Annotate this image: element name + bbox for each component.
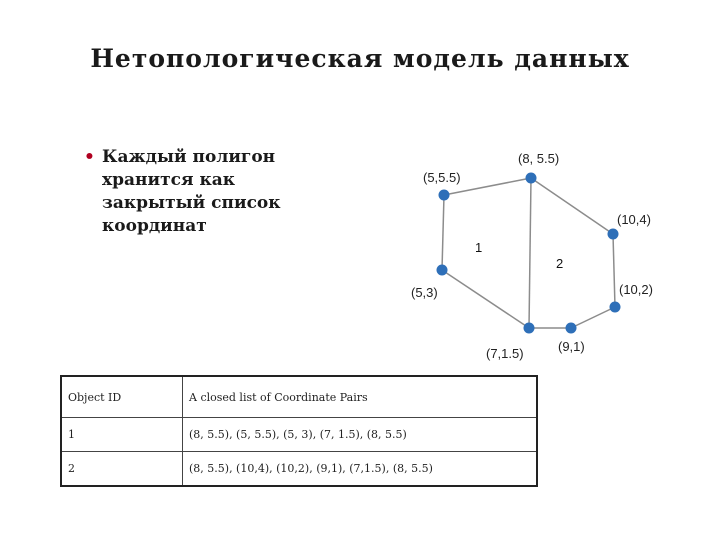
table-cell: (8, 5.5), (5, 5.5), (5, 3), (7, 1.5), (8, 5.5): [183, 418, 538, 452]
column-header: Object ID: [61, 376, 183, 418]
vertex-node: [524, 323, 535, 334]
vertex-node: [610, 302, 621, 313]
vertex-node: [566, 323, 577, 334]
table-header-row: [61, 376, 537, 418]
vertex-node: [608, 229, 619, 240]
vertex-label: (10,4): [617, 212, 651, 227]
vertex-label: (8, 5.5): [518, 151, 560, 166]
page-title: Нетопологическая модель данных: [90, 44, 630, 73]
vertex-label: (9,1): [558, 339, 585, 354]
coordinate-table: [60, 375, 538, 487]
vertex-label: (7,1.5): [486, 346, 524, 361]
edge: [571, 307, 615, 328]
table-cell: 1: [61, 418, 183, 452]
bullet-line: хранится как: [102, 170, 236, 190]
table-row: [61, 452, 537, 487]
edge: [442, 195, 444, 270]
polygon-label: 2: [556, 256, 564, 271]
edge: [531, 178, 613, 234]
vertex-label: (5,3): [411, 285, 438, 300]
vertex-label: (5,5.5): [423, 170, 461, 185]
polygon-labels: [475, 240, 563, 271]
vertex-node: [439, 190, 450, 201]
bullet-line: закрытый список: [102, 193, 281, 213]
vertex-label: (10,2): [619, 282, 653, 297]
edge: [529, 178, 531, 328]
bullet-line: координат: [102, 216, 207, 236]
polygon-label: 1: [475, 240, 483, 255]
edge: [442, 270, 529, 328]
table-row: [61, 418, 537, 452]
bullet-line: Каждый полигон: [102, 147, 276, 167]
vertex-node: [437, 265, 448, 276]
edges: [442, 178, 615, 328]
table-cell: 2: [61, 452, 183, 487]
bullet-dot-icon: •: [84, 147, 95, 167]
edge: [613, 234, 615, 307]
column-header: A closed list of Coordinate Pairs: [183, 376, 538, 418]
table-cell: (8, 5.5), (10,4), (10,2), (9,1), (7,1.5), (8, 5.5): [183, 452, 538, 487]
vertex-node: [526, 173, 537, 184]
